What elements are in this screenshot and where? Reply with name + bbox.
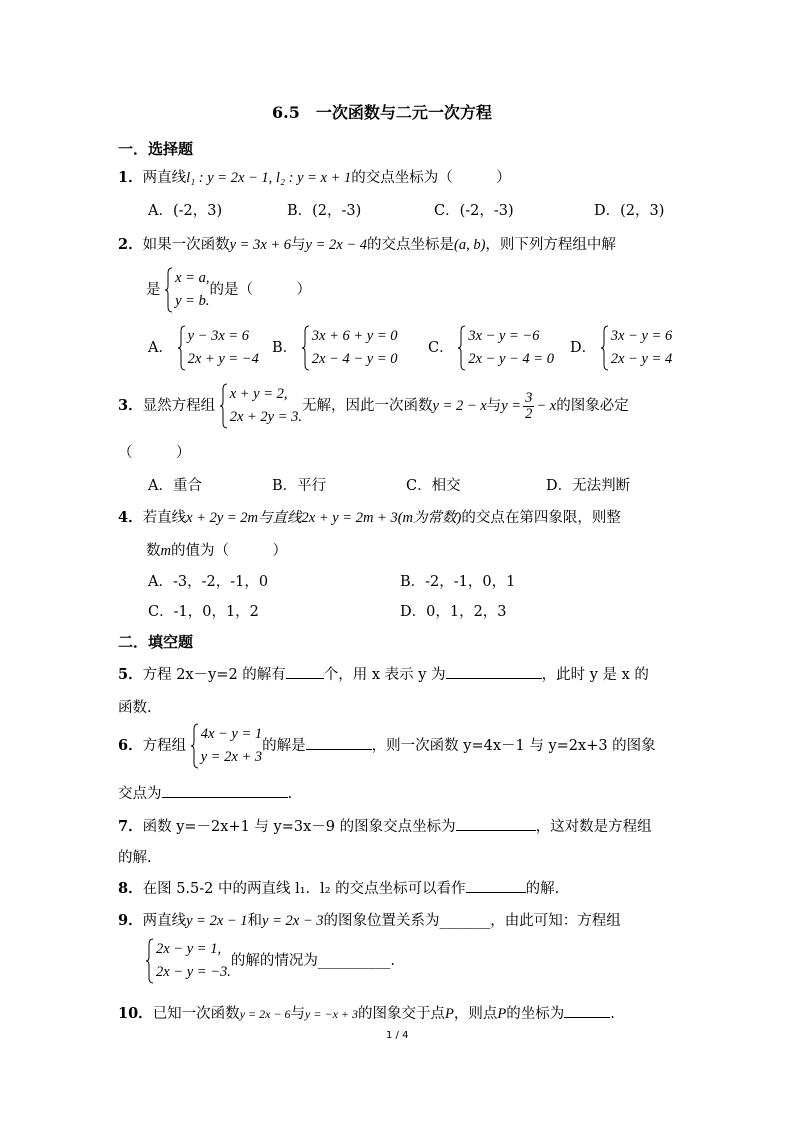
- question-text: 的图象位置关系为_______，由此可知：方程组: [323, 913, 621, 929]
- option-c: [428, 325, 554, 371]
- option-d: D．0，1，2，3: [400, 604, 507, 620]
- question-number: 5．: [118, 666, 143, 683]
- question-text: 和: [247, 913, 263, 929]
- brace-icon: [146, 938, 154, 984]
- equation-line: 2x − 4 − y = 0: [311, 351, 398, 367]
- question-8: [118, 877, 559, 898]
- option-label: D．: [570, 340, 597, 356]
- equation-system: [191, 723, 262, 769]
- equation-line: 2x − y = −3.: [156, 964, 231, 980]
- equation-line: y = b.: [175, 293, 210, 309]
- question-10: [118, 1002, 615, 1023]
- equation-line: 3x − y = 6: [610, 328, 673, 344]
- question-2: [118, 233, 616, 254]
- page-title: 6.5 一次函数与二元一次方程: [272, 103, 492, 122]
- question-text: 无解，因此一次函数: [302, 398, 433, 414]
- question-text: 的解.: [525, 881, 560, 897]
- question-text: 与: [290, 1006, 306, 1022]
- option-c: C．相交: [406, 478, 461, 494]
- question-number: 7．: [118, 818, 143, 835]
- question-text: .: [287, 786, 293, 802]
- option-c: C．(-2，-3): [434, 203, 514, 219]
- math-expression: − x: [536, 398, 557, 414]
- question-text: 方程 2x－y=2 的解有: [142, 667, 286, 683]
- math-expression: x + 2y = 2m与直线2x + y = 2m + 3(m为常数): [186, 510, 462, 526]
- question-text: 两直线: [142, 170, 187, 186]
- math-expression: y = 2x − 1: [186, 913, 248, 929]
- question-text: 如果一次函数: [142, 237, 230, 253]
- question-6: [118, 723, 656, 769]
- answer-blank: [564, 1005, 610, 1018]
- question-number: 4．: [118, 509, 143, 526]
- equation-line: 3x + 6 + y = 0: [311, 328, 398, 344]
- question-text: .: [610, 1006, 615, 1022]
- brace-icon: [458, 325, 466, 371]
- option-d: [570, 325, 672, 371]
- question-number: 9．: [118, 912, 143, 929]
- section-heading-fill: 二．填空题: [118, 633, 194, 651]
- question-text: 数: [146, 543, 161, 559]
- math-expression: y = 2 − x: [432, 398, 487, 414]
- math-variable: m: [160, 543, 171, 559]
- question-text: 函数 y=－2x+1 与 y=3x－9 的图象交点坐标为: [142, 819, 456, 835]
- equation-system: [146, 938, 231, 984]
- question-3: [118, 383, 629, 429]
- option-a: A．重合: [148, 478, 202, 494]
- equation-line: y − 3x = 6: [187, 328, 250, 344]
- equation-line: 4x − y = 1: [200, 726, 263, 742]
- question-text: 与: [291, 237, 306, 253]
- question-text: 方程组: [142, 738, 187, 754]
- question-text: 的值为（ ）: [170, 543, 287, 559]
- math-expression: y = 2x − 6: [239, 1007, 291, 1021]
- equation-system: [302, 325, 398, 371]
- question-text: 的解是: [262, 738, 306, 754]
- equation-system: [601, 325, 672, 371]
- question-text: 两直线: [142, 913, 187, 929]
- option-a: A．(-2，3): [148, 203, 223, 219]
- question-2-line2: [146, 267, 311, 313]
- option-b: B．(2，-3): [287, 203, 362, 219]
- question-text: ，此时 y 是 x 的: [541, 667, 649, 683]
- equation-line: 2x − y = 1,: [156, 941, 222, 957]
- question-text: 显然方程组: [142, 398, 216, 414]
- question-text: ，则下列方程组中解: [485, 237, 616, 253]
- question-text: 的图象交于点: [358, 1006, 445, 1022]
- question-4: [118, 506, 621, 527]
- equation-line: 2x − y − 4 = 0: [468, 351, 554, 367]
- question-text: 的解的情况为__________.: [230, 953, 395, 969]
- equation-system: [458, 325, 554, 371]
- equation-line: x + y = 2,: [229, 386, 288, 402]
- option-label: B．: [272, 340, 298, 356]
- math-expression: (a, b): [454, 237, 486, 253]
- math-variable: P: [445, 1006, 454, 1022]
- equation-system: [178, 325, 259, 371]
- brace-icon: [601, 325, 609, 371]
- equation-line: 2x + y = −4: [187, 351, 259, 367]
- math-expression: y = −x + 3: [305, 1007, 358, 1021]
- page-number: 1 / 4: [386, 1030, 409, 1041]
- question-9-line2: [146, 938, 395, 984]
- answer-blank: [446, 666, 542, 679]
- question-number: 3．: [118, 397, 143, 414]
- option-a: A．-3，-2，-1，0: [148, 574, 269, 590]
- brace-icon: [165, 267, 173, 313]
- question-text: 的坐标为: [506, 1006, 565, 1022]
- question-number: 8．: [118, 880, 143, 897]
- numerator: 3: [525, 389, 533, 406]
- question-text: 交点为: [118, 786, 162, 802]
- question-5-line2: 函数.: [118, 700, 152, 716]
- option-b: B．平行: [272, 478, 327, 494]
- question-9: [118, 909, 621, 930]
- answer-paren: （ ）: [118, 445, 191, 461]
- question-text: 的交点坐标是: [367, 237, 454, 253]
- math-expression: l₁ : y = 2x − 1, l₂ : y = x + 1: [186, 170, 352, 186]
- question-7: [118, 815, 652, 836]
- question-6-line2: [118, 782, 292, 803]
- question-text: 的图象必定: [556, 398, 629, 414]
- equation-system: [165, 267, 209, 313]
- math-variable: P: [497, 1006, 507, 1022]
- math-expression: y = 2x − 4: [305, 237, 367, 253]
- question-7-line2: 的解.: [118, 850, 152, 866]
- question-text: 的交点坐标为（ ）: [351, 170, 511, 186]
- question-text: 的是（ ）: [209, 282, 311, 298]
- answer-blank: [466, 880, 526, 893]
- brace-icon: [178, 325, 186, 371]
- brace-icon: [220, 383, 228, 429]
- question-text: 在图 5.5-2 中的两直线 l₁．l₂ 的交点坐标可以看作: [142, 881, 466, 897]
- question-text: 的交点在第四象限，则整: [461, 510, 621, 526]
- question-text: ，这对数是方程组: [535, 819, 652, 835]
- option-b: B．-2，-1，0，1: [400, 574, 516, 590]
- fraction: [523, 391, 534, 422]
- question-text: 若直线: [142, 510, 187, 526]
- equation-line: 2x + 2y = 3.: [229, 409, 303, 425]
- option-a: [148, 325, 259, 371]
- option-label: C．: [428, 340, 454, 356]
- math-expression: y = 3x + 6: [229, 237, 292, 253]
- brace-icon: [302, 325, 310, 371]
- answer-blank: [162, 785, 288, 798]
- question-number: 6．: [118, 737, 143, 754]
- brace-icon: [191, 723, 199, 769]
- question-text: ，则点: [453, 1006, 498, 1022]
- question-1: [118, 166, 511, 187]
- equation-line: y = 2x + 3: [200, 749, 263, 765]
- equation-line: 2x − y = 4: [610, 351, 673, 367]
- option-label: A．: [148, 340, 173, 356]
- option-b: [272, 325, 398, 371]
- section-heading-choice: 一．选择题: [118, 140, 194, 158]
- math-expression: y =: [501, 398, 522, 414]
- question-text: 是: [146, 282, 161, 298]
- denominator: 2: [525, 405, 533, 422]
- equation-line: x = a,: [175, 270, 210, 286]
- question-text: 与: [486, 398, 502, 414]
- answer-blank: [306, 737, 372, 750]
- question-number: 2．: [118, 236, 143, 253]
- question-text: 个，用 x 表示 y 为: [323, 667, 446, 683]
- option-d: D．(2，3): [594, 203, 665, 219]
- answer-blank: [456, 818, 536, 831]
- question-text: 已知一次函数: [152, 1006, 240, 1022]
- question-4-line2: [146, 539, 287, 560]
- option-c: C．-1，0，1，2: [148, 604, 259, 620]
- question-text: ，则一次函数 y=4x－1 与 y=2x+3 的图象: [371, 738, 656, 754]
- question-number: 10．: [118, 1005, 153, 1022]
- equation-line: 3x − y = −6: [468, 328, 540, 344]
- option-d: D．无法判断: [546, 478, 631, 494]
- question-number: 1．: [118, 169, 143, 186]
- equation-system: [220, 383, 302, 429]
- math-expression: y = 2x − 3: [262, 913, 324, 929]
- answer-blank: [286, 666, 324, 679]
- question-5: [118, 663, 649, 684]
